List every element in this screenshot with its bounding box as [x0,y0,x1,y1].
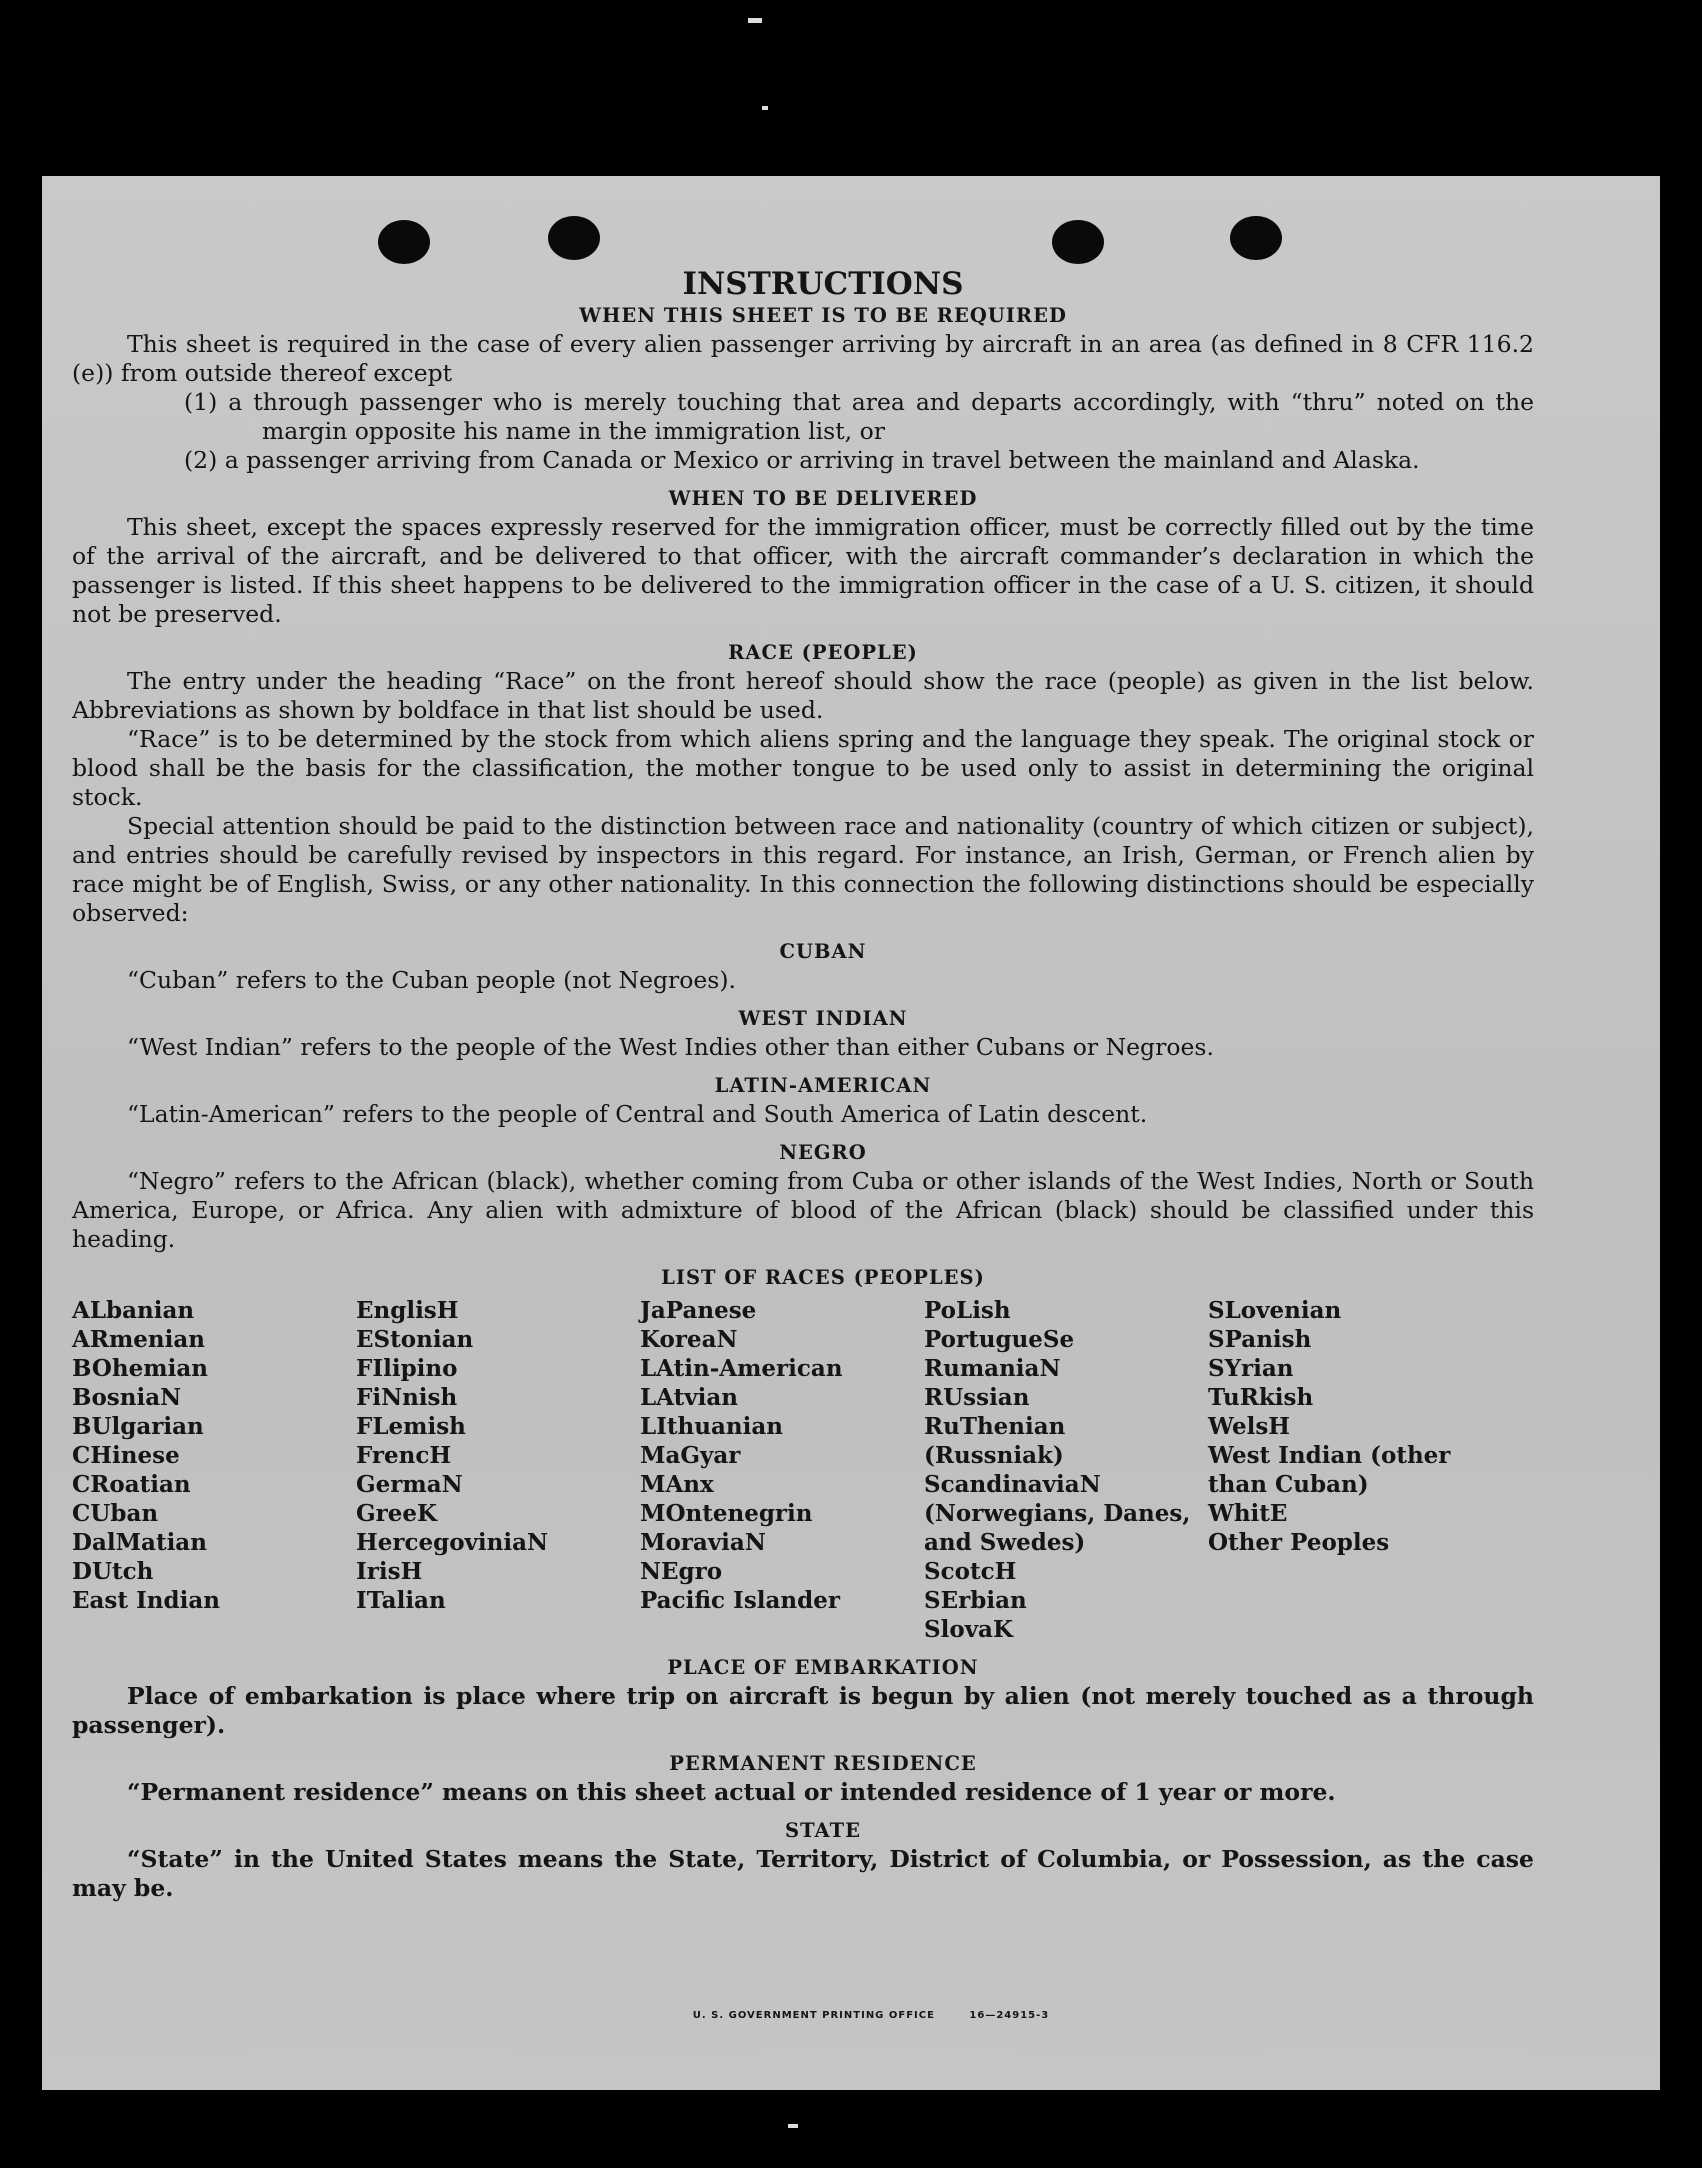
race-entry: EStonian [356,1326,474,1353]
race-entry: CRoatian [72,1471,191,1498]
race-entry: CHinese [72,1442,180,1469]
section-heading-embarkation: PLACE OF EMBARKATION [667,1656,979,1679]
paragraph: This sheet, except the spaces expressly reserved for the immigration officer, must be correctly filled out by the time of the arrival of the aircraft, and be delivered to that officer, with the aircraft commander’s declaration in which the passenger is listed. If this sheet happens to be delivered to the immigration officer in the case of a U. S. citizen, it should not be preserved. [72,513,1534,628]
race-entry: BOhemian [72,1355,208,1382]
race-entry: PortugueSe [924,1326,1075,1353]
race-entry: SYrian [1208,1355,1294,1382]
race-entry: FiNnish [356,1384,458,1411]
punch-hole [1230,216,1282,260]
race-entry: EnglisH [356,1297,459,1324]
race-entry: TuRkish [1208,1384,1314,1411]
races-column [1208,1296,1508,1644]
section-heading-when-delivered: WHEN TO BE DELIVERED [668,487,978,510]
race-entry: HercegoviniaN [356,1529,549,1556]
race-entry: BosniaN [72,1384,182,1411]
race-entry: LIthuanian [640,1413,783,1440]
race-entry: PoLish [924,1297,1011,1324]
race-entry: MoraviaN [640,1529,766,1556]
section-heading-cuban: CUBAN [779,940,867,963]
race-entry: Pacific Islander [640,1587,840,1614]
section-heading-race: RACE (PEOPLE) [728,641,918,664]
race-entry: ALbanian [72,1297,195,1324]
section-heading-west-indian: WEST INDIAN [738,1007,908,1030]
printer-name: U. S. GOVERNMENT PRINTING OFFICE [692,2010,935,2021]
paragraph: “State” in the United States means the State, Territory, District of Columbia, or Possession, as the case may be. [72,1845,1534,1902]
races-heading: LIST OF RACES (PEOPLES) [661,1266,985,1289]
race-entry: SPanish [1208,1326,1312,1353]
race-entry: ARmenian [72,1326,206,1353]
race-entry: WhitE [1208,1500,1288,1527]
punch-hole [1052,220,1104,264]
race-entry: West Indian (other than Cuban) [1208,1442,1451,1498]
document-sheet [42,176,1660,2090]
paragraph: “Race” is to be determined by the stock from which aliens spring and the language they speak. The original stock or blood shall be the basis for the classification, the mother tongue to be used only to assist in determining the original stock. [72,725,1534,811]
section-heading-state: STATE [785,1819,861,1842]
paragraph: “Cuban” refers to the Cuban people (not Negroes). [127,966,737,994]
race-entry: FrencH [356,1442,452,1469]
page-title: INSTRUCTIONS [682,266,964,302]
race-entry: BUlgarian [72,1413,204,1440]
races-list [72,1296,1534,1644]
paragraph: “West Indian” refers to the people of the West Indies other than either Cubans or Negroes. [127,1033,1214,1061]
race-entry: East Indian [72,1587,220,1614]
printer-footer [42,2010,1660,2021]
punch-hole [548,216,600,260]
punch-hole [378,220,430,264]
section-heading-latin-american: LATIN-AMERICAN [714,1074,932,1097]
race-entry: ScandinaviaN (Norwegians, Danes, and Swedes) [924,1471,1191,1556]
race-entry: SLovenian [1208,1297,1342,1324]
paragraph: “Negro” refers to the African (black), whether coming from Cuba or other islands of the West Indies, North or South America, Europe, or Africa. Any alien with admixture of blood of the African (black) should be classified under this heading. [72,1167,1534,1253]
race-entry: ITalian [356,1587,446,1614]
race-entry: IrisH [356,1558,423,1585]
race-entry: CUban [72,1500,159,1527]
race-entry: GreeK [356,1500,438,1527]
race-entry: DUtch [72,1558,154,1585]
race-entry: FIlipino [356,1355,458,1382]
races-column [640,1296,924,1644]
section-heading-when-required: WHEN THIS SHEET IS TO BE REQUIRED [579,304,1067,327]
race-entry: MOntenegrin [640,1500,813,1527]
section-heading-permanent-residence: PERMANENT RESIDENCE [669,1752,977,1775]
race-entry: RUssian [924,1384,1030,1411]
race-entry: MaGyar [640,1442,741,1469]
race-entry: WelsH [1208,1413,1291,1440]
race-entry: ScotcH [924,1558,1017,1585]
race-entry: LAtvian [640,1384,738,1411]
instructions-content [72,266,1534,1903]
races-column [924,1296,1208,1644]
paragraph: Place of embarkation is place where trip on aircraft is begun by alien (not merely touched as a through passenger). [72,1682,1534,1739]
race-entry: RuThenian (Russniak) [924,1413,1066,1469]
paragraph: This sheet is required in the case of every alien passenger arriving by aircraft in an area (as defined in 8 CFR 116.2 (e)) from outside thereof except [72,330,1534,387]
paragraph: “Permanent residence” means on this sheet actual or intended residence of 1 year or more. [127,1778,1336,1806]
list-item: (1) a through passenger who is merely touching that area and departs accordingly, with “thru” noted on the margin opposite his name in the immigration list, or [184,388,1534,445]
paragraph: Special attention should be paid to the distinction between race and nationality (country of which citizen or subject), and entries should be carefully revised by inspectors in this regard. For instance, an Irish, German, or French alien by race might be of English, Swiss, or any other nationality. In this connection the following distinctions should be especially observed: [72,812,1534,927]
paragraph: “Latin-American” refers to the people of Central and South America of Latin descent. [127,1100,1148,1128]
section-heading-negro: NEGRO [779,1141,867,1164]
races-column [356,1296,640,1644]
races-column [72,1296,356,1644]
race-entry: Other Peoples [1208,1529,1390,1556]
race-entry: SlovaK [924,1616,1013,1643]
paragraph: The entry under the heading “Race” on the front hereof should show the race (people) as given in the list below. Abbreviations as shown by boldface in that list should be used. [72,667,1534,724]
race-entry: JaPanese [640,1297,757,1324]
list-item: (2) a passenger arriving from Canada or Mexico or arriving in travel between the mainland and Alaska. [184,446,1420,474]
race-entry: MAnx [640,1471,714,1498]
form-code: 16—24915-3 [969,2010,1050,2021]
race-entry: FLemish [356,1413,466,1440]
race-entry: LAtin-American [640,1355,843,1382]
race-entry: DalMatian [72,1529,207,1556]
race-entry: RumaniaN [924,1355,1061,1382]
race-entry: SErbian [924,1587,1027,1614]
race-entry: KoreaN [640,1326,738,1353]
race-entry: GermaN [356,1471,463,1498]
race-entry: NEgro [640,1558,723,1585]
